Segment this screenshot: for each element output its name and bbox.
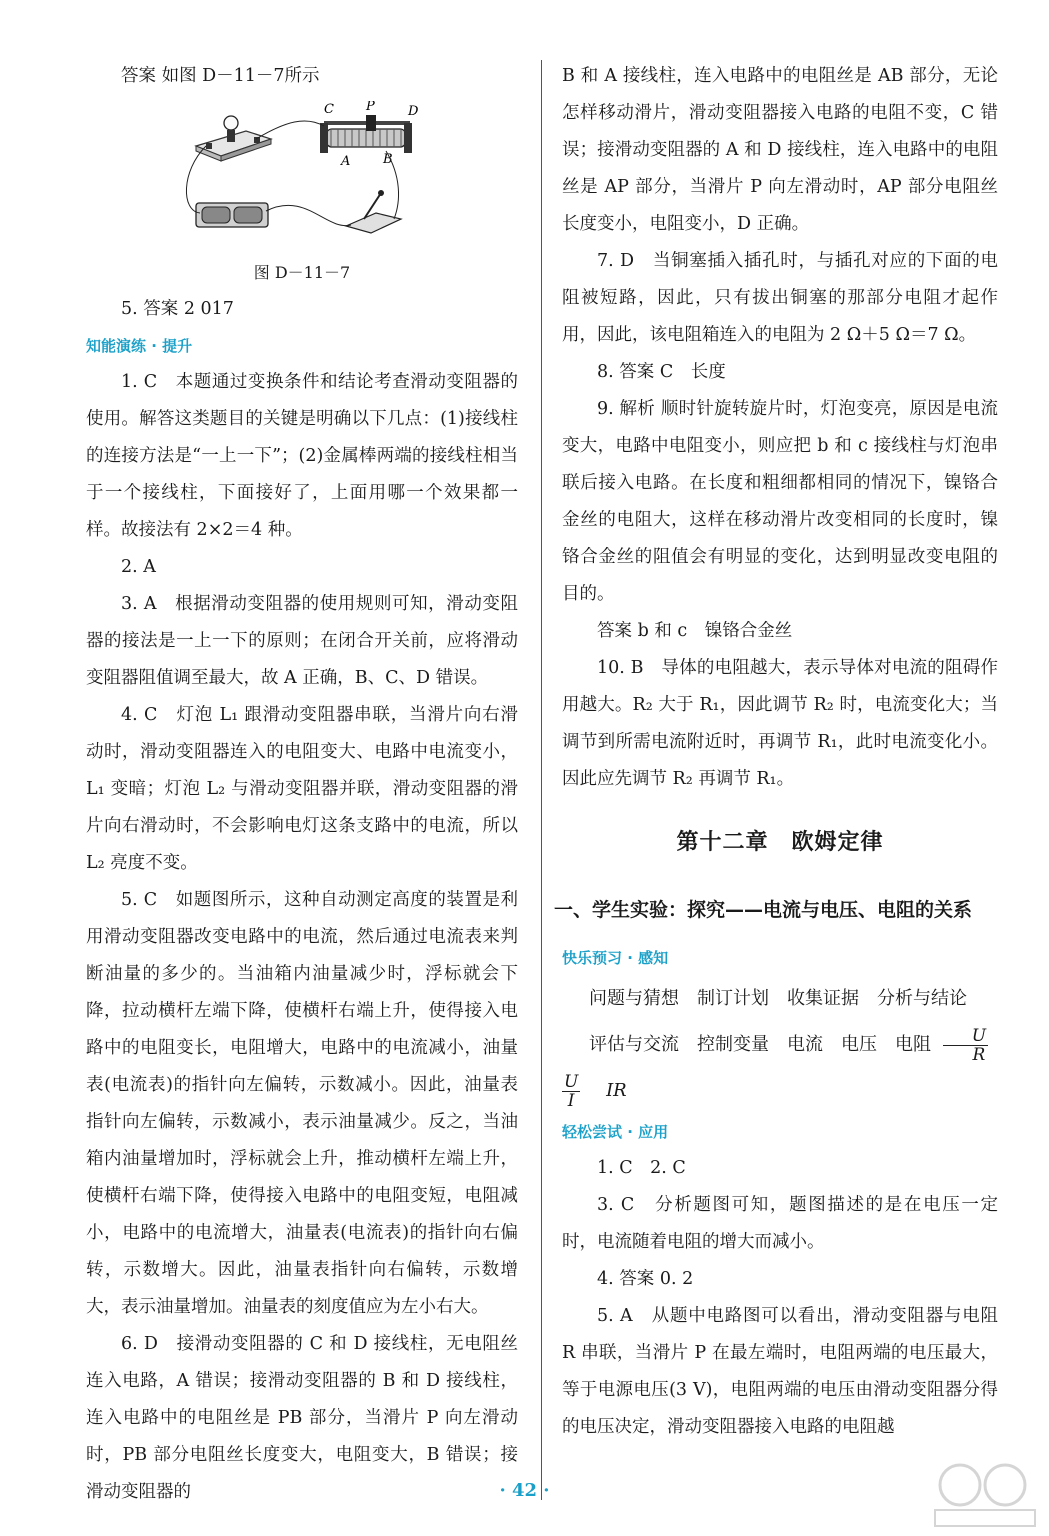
left-column: [86, 58, 518, 1511]
column-divider: [541, 60, 542, 1500]
lamp-icon: [224, 116, 238, 130]
question-7: 7. D 当铜塞插入插孔时，与插孔对应的下面的电阻被短路，因此，只有拔出铜塞的那部分电阻才起作用，因此，该电阻箱连入的电阻为 2 Ω＋5 Ω＝7 Ω。: [562, 251, 998, 345]
section-title-apply: 轻松尝试 · 应用: [562, 1123, 669, 1141]
fraction-denominator: R: [972, 1044, 986, 1065]
watermark-logo: [930, 1460, 1040, 1530]
terms-line-2: [562, 1022, 998, 1068]
label-c: C: [324, 102, 334, 117]
question-1: 1. C 本题通过变换条件和结论考查滑动变阻器的使用。解答这类题目的关键是明确以下几点：(1)接线柱的连接方法是“一上一下”；(2)金属棒两端的接线柱相当于一个接线柱，下面接好了，上面用哪一个效果都一样。故接法有 2×2＝4 种。: [86, 372, 518, 540]
r-question-4: 4. 答案 0. 2: [597, 1269, 694, 1289]
terms-line-3: [562, 1068, 998, 1114]
question-9: 9. 解析 顺时针旋转旋片时，灯泡变亮，原因是电流变大，电路中电阻变小，则应把 b 和 c 接线柱与灯泡串联后接入电路。在长度和粗细都相同的情况下，镍铬合金丝的电阻大，这样在移动滑片改变相同的长度时，镍铬合金丝的阻值会有明显的变化，达到明显改变电阻的目的。: [562, 399, 998, 604]
section-title-practice: 知能演练 · 提升: [86, 337, 193, 355]
answer-5: 5. 答案 2 017: [121, 299, 234, 319]
fraction-numerator: U: [943, 1027, 988, 1046]
figure-caption: 图 D－11－7: [253, 263, 351, 282]
answer-figure-note: 答案 如图 D－11－7所示: [121, 66, 320, 86]
r-question-3: 3. C 分析题图可知，题图描述的是在电压一定时，电流随着电阻的增大而减小。: [562, 1195, 998, 1252]
question-6-continued: B 和 A 接线柱，连入电路中的电阻丝是 AB 部分，无论怎样移动滑片，滑动变阻器接入电路的电阻不变，C 错误；接滑动变阻器的 A 和 D 接线柱，连入电路中的电阻丝是 AP 部分，当滑片 P 向左滑动时，AP 部分电阻丝长度变小，电阻变小，D 正确。: [562, 66, 998, 234]
r-question-5: 5. A 从题中电路图可以看出，滑动变阻器与电阻 R 串联，当滑片 P 在最左端时，电阻两端的电压最大，等于电源电压(3 V)，电阻两端的电压由滑动变阻器分得的电压决定，滑动变阻器接入电路的电阻越: [562, 1306, 998, 1437]
question-5: 5. C 如题图所示，这种自动测定高度的装置是利用滑动变阻器改变电路中的电流，然后通过电流表来判断油量的多少的。当油箱内油量减少时，浮标就会下降，拉动横杆左端下降，使横杆右端上升，使得接入电路中的电阻变长，电阻增大，电路中的电流减小，油量表(电流表)的指针向左偏转，示数减小。因此，油量表指针向左偏转，示数减小，表示油量减少。反之，当油箱内油量增加时，浮标就会上升，推动横杆左端上升，使横杆右端下降，使得接入电路中的电阻变短，电阻减小，电路中的电流增大，油量表(电流表)的指针向右偏转，示数增大。因此，油量表指针向右偏转，示数增大，表示油量增加。油量表的刻度值应为左小右大。: [86, 890, 518, 1317]
question-9-answer: 答案 b 和 c 镍铬合金丝: [597, 621, 793, 641]
right-column: [554, 58, 998, 1446]
question-6: 6. D 接滑动变阻器的 C 和 D 接线柱，无电阻丝连入电路，A 错误；接滑动变阻器的 B 和 D 接线柱，连入电路中的电阻丝是 PB 部分，当滑片 P 向左滑动时，PB 部分电阻丝长度变大，电阻变大，B 错误；接滑动变阻器的: [86, 1334, 518, 1502]
label-p: P: [366, 101, 375, 114]
switch-board: [346, 213, 401, 233]
label-b: B: [383, 152, 393, 167]
question-8: 8. 答案 C 长度: [597, 362, 726, 382]
fraction-denominator: I: [567, 1090, 575, 1111]
fraction-u-over-i: [562, 1073, 580, 1110]
circuit-figure: [176, 101, 436, 251]
lesson-title: 一、学生实验：探究——电流与电压、电阻的关系: [554, 899, 973, 921]
question-3: 3. A 根据滑动变阻器的使用规则可知，滑动变阻器的接法是一上一下的原则；在闭合开关前，应将滑动变阻器阻值调至最大，故 A 正确，B、C、D 错误。: [86, 594, 518, 688]
page-number: · 42 ·: [499, 1480, 550, 1501]
question-10: 10. B 导体的电阻越大，表示导体对电流的阻碍作用越大。R₂ 大于 R₁，因此调节 R₂ 时，电流变化大；当调节到所需电流附近时，再调节 R₁，此时电流变化小。因此应先调节 R₂ 再调节 R₁。: [562, 658, 998, 789]
label-a: A: [341, 154, 351, 169]
fraction-u-over-r: [943, 1027, 988, 1064]
term-ir: IR: [606, 1080, 627, 1101]
fraction-numerator: U: [564, 1071, 579, 1092]
question-2: 2. A: [121, 557, 156, 577]
section-title-preview: 快乐预习 · 感知: [562, 949, 669, 967]
r-question-1-2: 1. C 2. C: [597, 1158, 686, 1178]
terms-line-2-text: 评估与交流 控制变量 电流 电压 电阻: [589, 1034, 931, 1055]
question-4: 4. C 灯泡 L₁ 跟滑动变阻器串联，当滑片向右滑动时，滑动变阻器连入的电阻变大、电路中电流变小，L₁ 变暗；灯泡 L₂ 与滑动变阻器并联，滑动变阻器的滑片向右滑动时，不会影响电灯这条支路中的电流，所以 L₂ 亮度不变。: [86, 705, 518, 873]
chapter-title: 第十二章 欧姆定律: [676, 829, 884, 855]
terms-line-1: 问题与猜想 制订计划 收集证据 分析与结论: [589, 988, 967, 1009]
label-d: D: [408, 104, 419, 119]
